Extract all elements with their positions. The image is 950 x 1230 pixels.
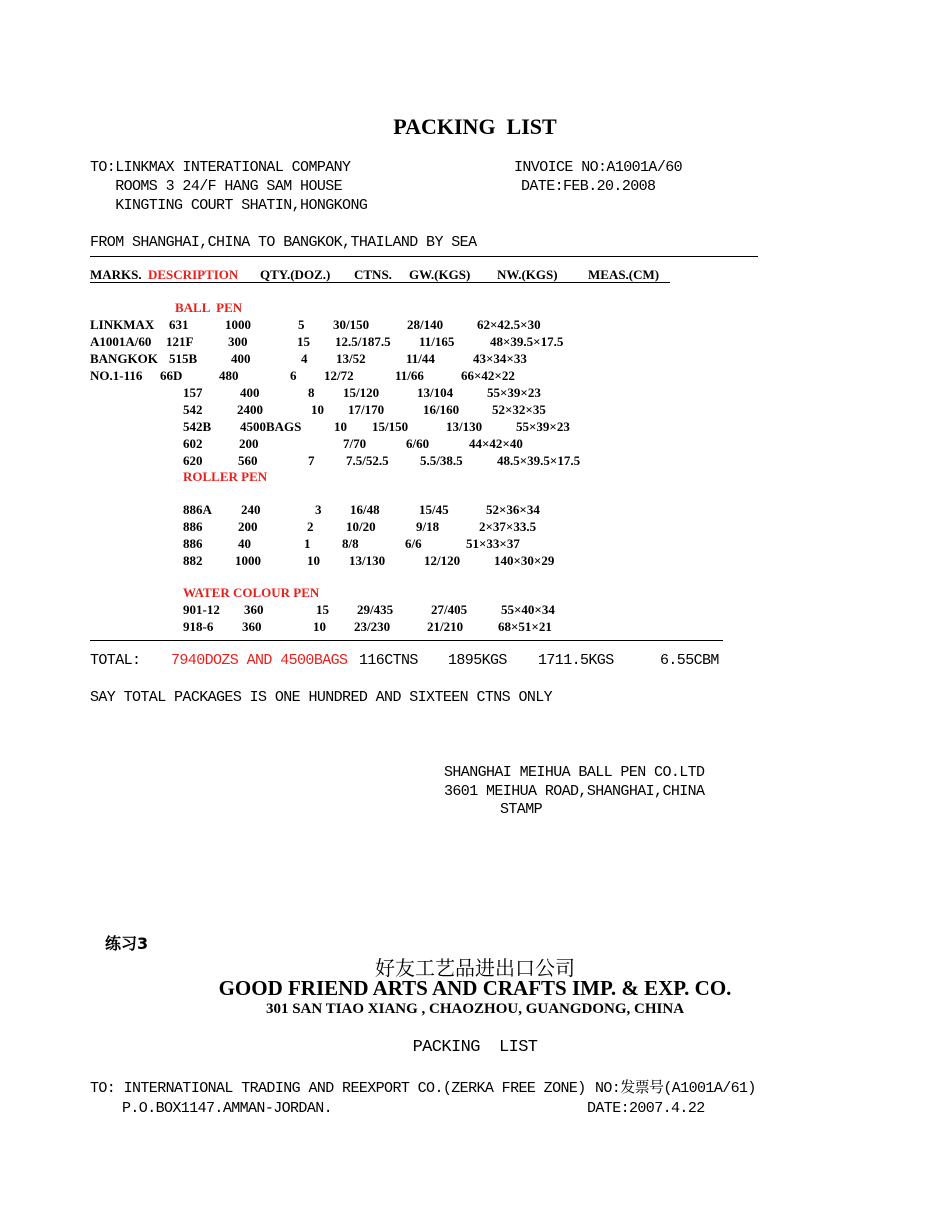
roller-pen-nw: 12/120 — [424, 553, 461, 568]
ball-pen-gw: 12.5/187.5 — [335, 334, 391, 349]
ball-pen-item: 515B — [169, 351, 198, 366]
roller-pen-ctns: 2 — [307, 519, 314, 534]
ball-pen-item: 66D — [160, 368, 183, 383]
total-label: TOTAL: — [90, 652, 141, 669]
ball-pen-meas: 43×34×33 — [473, 351, 527, 366]
ball-pen-ctns: 4 — [301, 351, 308, 366]
ball-pen-meas: 62×42.5×30 — [477, 317, 541, 332]
company-name-cn: 好友工艺品进出口公司 — [375, 956, 575, 980]
invoice-number: INVOICE NO:A1001A/60 — [514, 159, 683, 176]
roller-pen-qty: 200 — [238, 519, 258, 534]
ball-pen-ctns: 8 — [308, 385, 315, 400]
ball-pen-item: 542 — [183, 402, 203, 417]
ball-pen-qty: 4500BAGS — [240, 419, 302, 434]
roller-pen-item: 882 — [183, 553, 203, 568]
consignee-2-line-1: TO: INTERNATIONAL TRADING AND REEXPORT CO.(ZERKA FREE ZONE) — [90, 1080, 586, 1097]
water-colour-qty: 360 — [242, 619, 262, 634]
ball-pen-ctns: 15 — [297, 334, 310, 349]
ball-pen-item: 157 — [183, 385, 203, 400]
section-water-colour-pen: WATER COLOUR PEN — [183, 585, 320, 600]
header-ctns: CTNS. — [354, 267, 392, 282]
ball-pen-ctns: 10 — [311, 402, 324, 417]
ball-pen-qty: 300 — [228, 334, 248, 349]
water-colour-meas: 55×40×34 — [501, 602, 555, 617]
ball-pen-qty: 480 — [219, 368, 239, 383]
roller-pen-ctns: 1 — [304, 536, 311, 551]
header-description: DESCRIPTION — [148, 267, 239, 282]
water-colour-ctns: 15 — [316, 602, 329, 617]
roller-pen-meas: 2×37×33.5 — [479, 519, 537, 534]
ball-pen-nw: 13/104 — [417, 385, 454, 400]
total-divider — [90, 640, 723, 641]
roller-pen-qty: 240 — [241, 502, 261, 517]
water-colour-gw: 23/230 — [354, 619, 391, 634]
header-marks: MARKS. — [90, 267, 142, 282]
roller-pen-nw: 15/45 — [419, 502, 449, 517]
roller-pen-item: 886A — [183, 502, 212, 517]
ball-pen-mark: BANGKOK — [90, 351, 158, 366]
seller-stamp: STAMP — [500, 801, 543, 818]
consignee-line-1: TO:LINKMAX INTERATIONAL COMPANY — [90, 159, 351, 176]
ball-pen-item: 620 — [183, 453, 203, 468]
roller-pen-nw: 9/18 — [416, 519, 440, 534]
say-total: SAY TOTAL PACKAGES IS ONE HUNDRED AND SIXTEEN CTNS ONLY — [90, 689, 553, 706]
exercise-label: 练习3 — [105, 934, 149, 953]
ball-pen-meas: 55×39×23 — [516, 419, 570, 434]
header-underline — [90, 282, 670, 283]
roller-pen-item: 886 — [183, 536, 203, 551]
company-name-en: GOOD FRIEND ARTS AND CRAFTS IMP. & EXP. CO. — [218, 976, 732, 1000]
ball-pen-qty: 2400 — [237, 402, 263, 417]
total-gw: 1895KGS — [448, 652, 507, 669]
total-nw: 1711.5KGS — [538, 652, 614, 669]
water-colour-item: 901-12 — [183, 602, 220, 617]
seller-address: 3601 MEIHUA ROAD,SHANGHAI,CHINA — [444, 783, 705, 800]
ball-pen-meas: 66×42×22 — [461, 368, 515, 383]
ball-pen-qty: 400 — [231, 351, 251, 366]
ball-pen-gw: 15/120 — [343, 385, 380, 400]
roller-pen-meas: 51×33×37 — [466, 536, 520, 551]
roller-pen-ctns: 3 — [315, 502, 322, 517]
ball-pen-nw: 16/160 — [423, 402, 460, 417]
invoice-date-2: DATE:2007.4.22 — [587, 1100, 705, 1117]
consignee-2-line-2: P.O.BOX1147.AMMAN-JORDAN. — [122, 1100, 333, 1117]
roller-pen-meas: 140×30×29 — [494, 553, 555, 568]
roller-pen-nw: 6/6 — [405, 536, 422, 551]
invoice-number-2: NO:发票号(A1001A/61) — [595, 1080, 756, 1097]
ball-pen-qty: 200 — [239, 436, 259, 451]
ball-pen-ctns: 10 — [334, 419, 347, 434]
header-nw: NW.(KGS) — [497, 267, 558, 282]
packing-list-title: PACKING LIST — [393, 114, 557, 139]
ball-pen-meas: 52×32×35 — [492, 402, 546, 417]
consignee-line-3: KINGTING COURT SHATIN,HONGKONG — [90, 197, 368, 214]
header-meas: MEAS.(CM) — [588, 267, 660, 282]
ball-pen-item: 542B — [183, 419, 212, 434]
ball-pen-gw: 13/52 — [336, 351, 366, 366]
ball-pen-qty: 400 — [240, 385, 260, 400]
water-colour-item: 918-6 — [183, 619, 214, 634]
roller-pen-gw: 8/8 — [342, 536, 359, 551]
roller-pen-gw: 16/48 — [350, 502, 380, 517]
ball-pen-meas: 55×39×23 — [487, 385, 541, 400]
water-colour-qty: 360 — [244, 602, 264, 617]
ball-pen-gw: 15/150 — [372, 419, 409, 434]
ball-pen-meas: 48×39.5×17.5 — [490, 334, 564, 349]
water-colour-meas: 68×51×21 — [498, 619, 552, 634]
route-divider — [90, 256, 758, 257]
roller-pen-qty: 40 — [238, 536, 251, 551]
ball-pen-nw: 13/130 — [446, 419, 483, 434]
roller-pen-ctns: 10 — [307, 553, 320, 568]
ball-pen-mark: LINKMAX — [90, 317, 155, 332]
roller-pen-item: 886 — [183, 519, 203, 534]
ball-pen-nw: 6/60 — [406, 436, 430, 451]
ball-pen-meas: 44×42×40 — [469, 436, 523, 451]
total-qty: 7940DOZS AND 4500BAGS — [171, 652, 348, 669]
invoice-date: DATE:FEB.20.2008 — [521, 178, 656, 195]
ball-pen-nw: 5.5/38.5 — [420, 453, 463, 468]
total-meas: 6.55CBM — [660, 652, 719, 669]
ball-pen-item: 602 — [183, 436, 203, 451]
ball-pen-nw: 11/165 — [419, 334, 455, 349]
ball-pen-ctns: 7 — [308, 453, 315, 468]
roller-pen-gw: 13/130 — [349, 553, 386, 568]
ball-pen-ctns: 6 — [290, 368, 297, 383]
shipping-route: FROM SHANGHAI,CHINA TO BANGKOK,THAILAND BY SEA — [90, 234, 477, 251]
ball-pen-qty: 1000 — [225, 317, 251, 332]
water-colour-ctns: 10 — [313, 619, 326, 634]
ball-pen-mark: A1001A/60 — [90, 334, 152, 349]
section-ball-pen: BALL PEN — [175, 300, 243, 315]
consignee-line-2: ROOMS 3 24/F HANG SAM HOUSE — [90, 178, 343, 195]
roller-pen-gw: 10/20 — [346, 519, 376, 534]
roller-pen-qty: 1000 — [235, 553, 261, 568]
section-roller-pen: ROLLER PEN — [183, 469, 268, 484]
ball-pen-gw: 7/70 — [343, 436, 367, 451]
seller-name: SHANGHAI MEIHUA BALL PEN CO.LTD — [444, 764, 705, 781]
header-gw: GW.(KGS) — [409, 267, 471, 282]
ball-pen-gw: 12/72 — [324, 368, 354, 383]
water-colour-nw: 27/405 — [431, 602, 468, 617]
ball-pen-qty: 560 — [238, 453, 258, 468]
total-ctns: 116CTNS — [359, 652, 418, 669]
header-qty: QTY.(DOZ.) — [260, 267, 331, 282]
ball-pen-gw: 17/170 — [348, 402, 385, 417]
ball-pen-meas: 48.5×39.5×17.5 — [497, 453, 581, 468]
ball-pen-nw: 11/44 — [406, 351, 435, 366]
company-address: 301 SAN TIAO XIANG , CHAOZHOU, GUANGDONG, CHINA — [265, 1001, 685, 1017]
ball-pen-nw: 28/140 — [407, 317, 444, 332]
water-colour-nw: 21/210 — [427, 619, 464, 634]
water-colour-gw: 29/435 — [357, 602, 394, 617]
packing-list-title-2: PACKING LIST — [412, 1038, 538, 1057]
ball-pen-item: 121F — [166, 334, 194, 349]
ball-pen-nw: 11/66 — [395, 368, 424, 383]
ball-pen-gw: 30/150 — [333, 317, 370, 332]
ball-pen-ctns: 5 — [298, 317, 305, 332]
ball-pen-mark: NO.1-116 — [90, 368, 143, 383]
roller-pen-meas: 52×36×34 — [486, 502, 540, 517]
ball-pen-item: 631 — [169, 317, 189, 332]
ball-pen-gw: 7.5/52.5 — [346, 453, 389, 468]
